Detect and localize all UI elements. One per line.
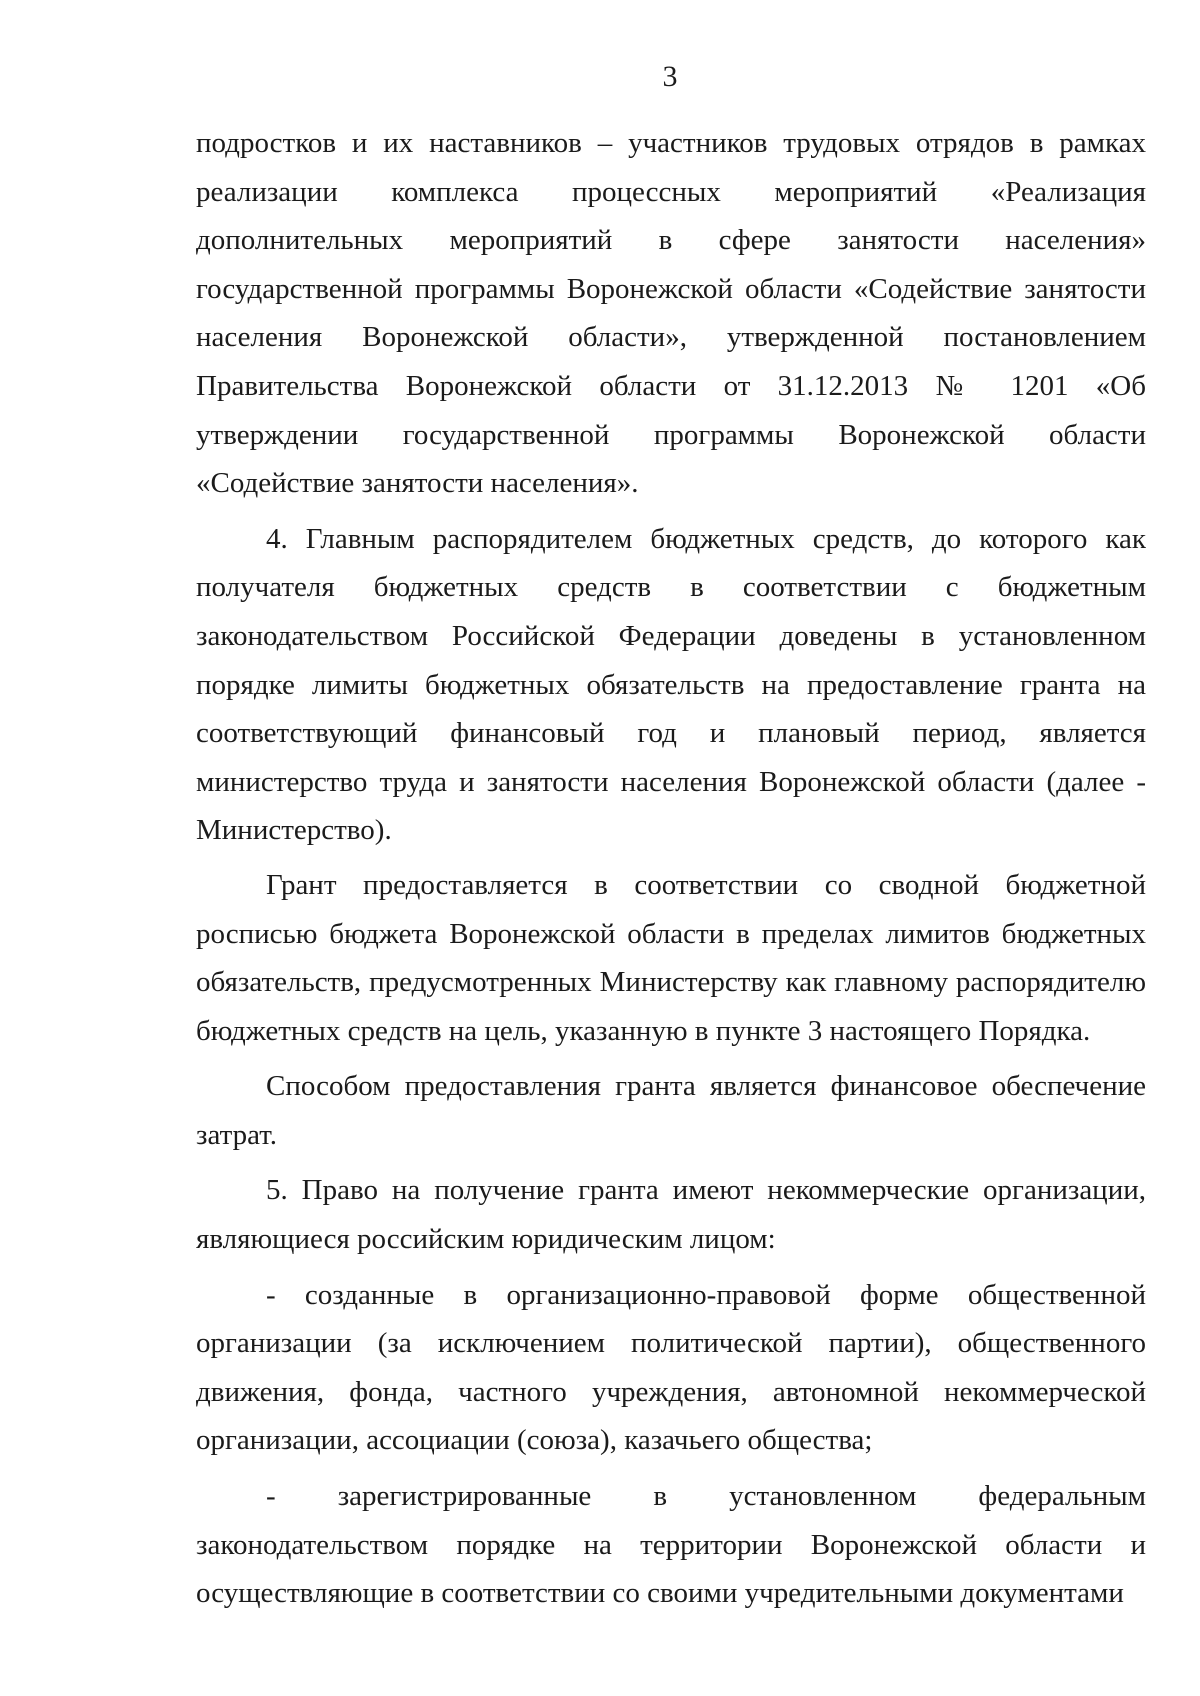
page-number: 3 <box>662 60 678 93</box>
document-body <box>196 119 1146 1618</box>
list-item-registered: - зарегистрированные в установленном федеральным законодательством порядке на территории Воронежской области и осуществляющие в соответствии со своими учредительными документами <box>196 1480 1146 1610</box>
paragraph-continuation: подростков и их наставников – участников трудовых отрядов в рамках реализации комплекса процессных мероприятий «Реализация дополнительных мероприятий в сфере занятости населения» государственной программы Воронежской области «Содействие занятости населения Воронежской области», утвержденной постановлением Правительства Воронежской области от 31.12.2013 № 1201 «Об утверждении государственной программы Воронежской области «Содействие занятости населения». <box>196 127 1146 500</box>
paragraph-grant-method: Способом предоставления гранта является финансовое обеспечение затрат. <box>196 1070 1146 1151</box>
paragraph-item-4: 4. Главным распорядителем бюджетных средств, до которого как получателя бюджетных средств в соответствии с бюджетным законодательством Российской Федерации доведены в установленном порядке лимиты бюджетных обязательств на предоставление гранта на соответствующий финансовый год и плановый период, является министерство труда и занятости населения Воронежской области (далее - Министерство). <box>196 522 1146 847</box>
list-item-created: - созданные в организационно-правовой форме общественной организации (за исключением политической партии), общественного движения, фонда, частного учреждения, автономной некоммерческой организации, ассоциации (союза), казачьего общества; <box>196 1278 1146 1457</box>
paragraph-item-5: 5. Право на получение гранта имеют некоммерческие организации, являющиеся российским юридическим лицом: <box>196 1174 1146 1256</box>
paragraph-grant-provision: Грант предоставляется в соответствии со сводной бюджетной росписью бюджета Воронежской области в пределах лимитов бюджетных обязательств, предусмотренных Министерству как главному распорядителю бюджетных средств на цель, указанную в пункте 3 настоящего Порядка. <box>196 868 1146 1047</box>
